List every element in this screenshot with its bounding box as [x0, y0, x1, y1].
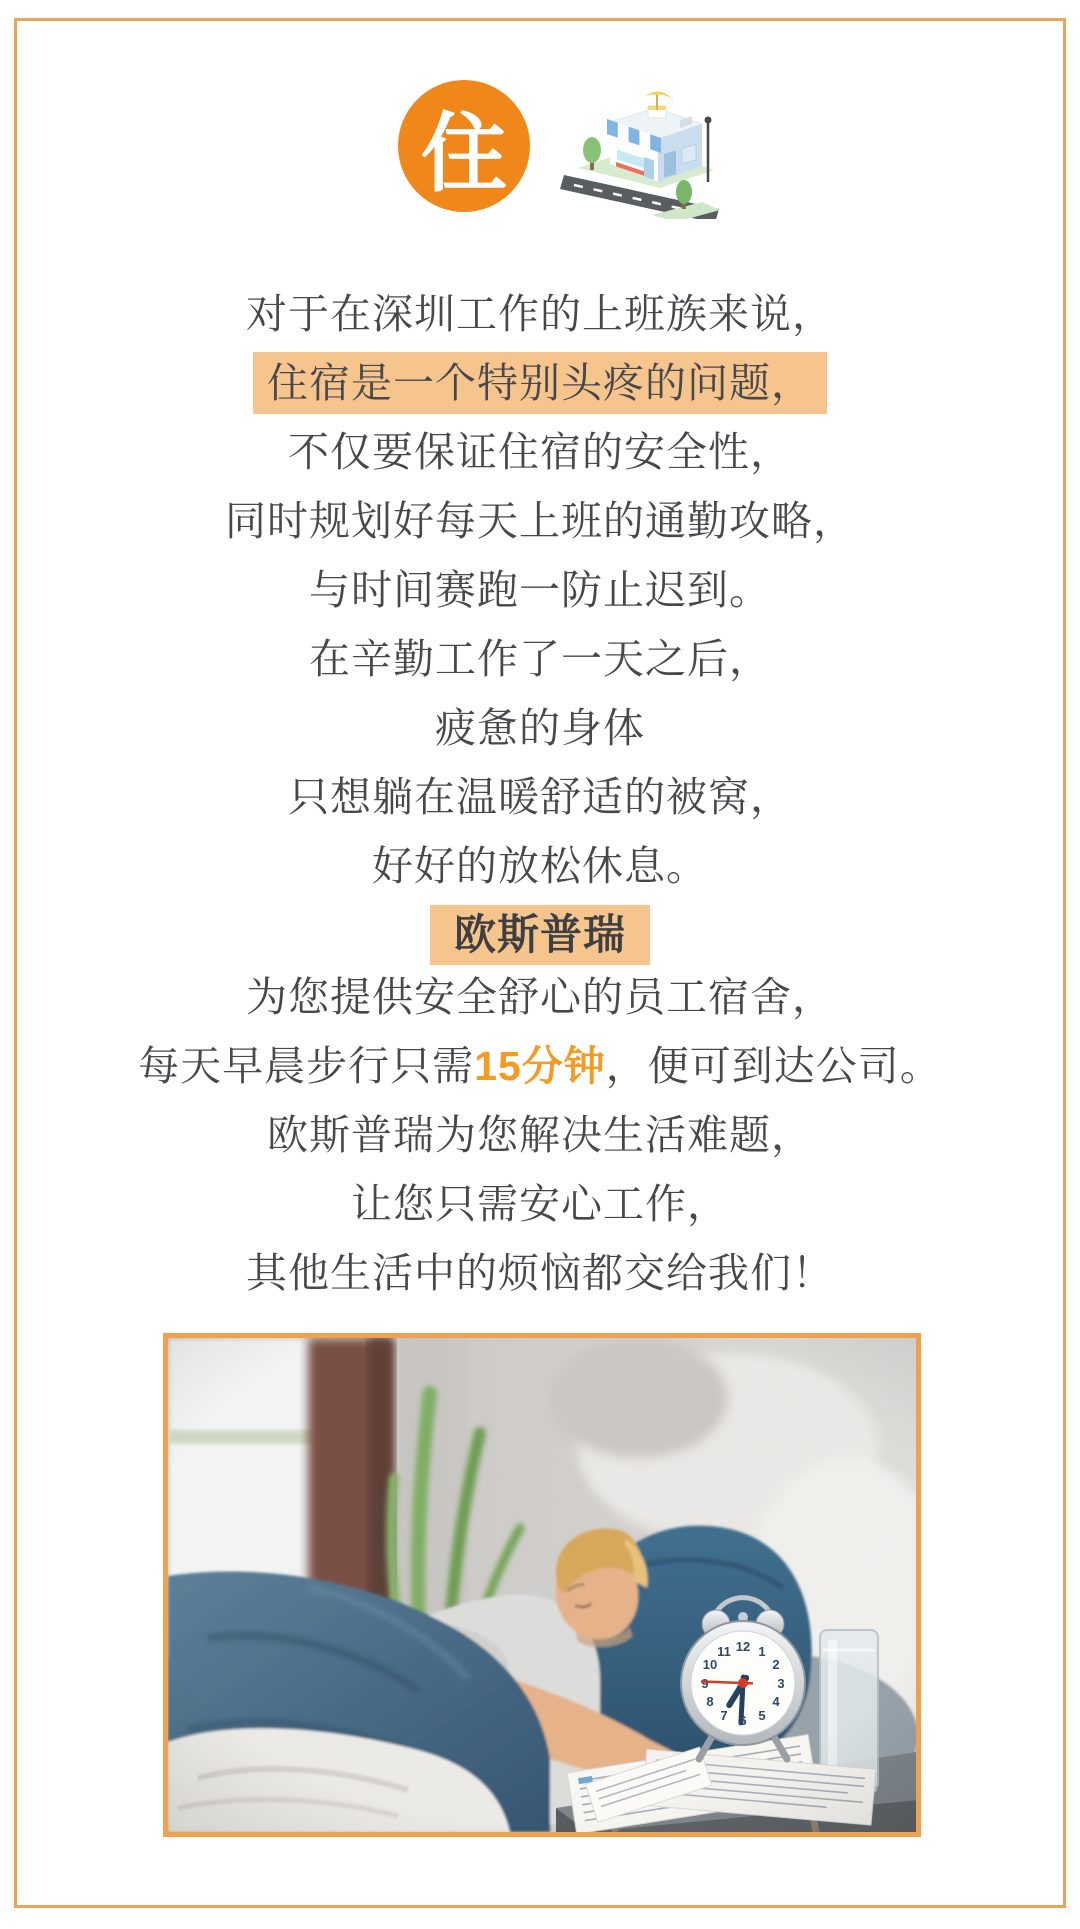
article-text	[0, 280, 1080, 1308]
vignette	[168, 1338, 916, 1832]
walk-prefix: 每天早晨步行只需	[138, 1043, 475, 1089]
intro-line-text: 在辛勤工作了一天之后，	[309, 636, 771, 682]
building-icon	[552, 64, 722, 219]
intro-line	[0, 280, 1080, 349]
sleeping-scene	[168, 1338, 916, 1832]
walk-suffix: ，便可到达公司。	[605, 1043, 942, 1089]
building-illustration	[552, 64, 722, 219]
brand-row	[0, 901, 1080, 963]
intro-line	[0, 556, 1080, 625]
pitch-line	[0, 963, 1080, 1032]
intro-line-text: 好好的放松休息。	[372, 843, 708, 889]
intro-line	[0, 625, 1080, 694]
intro-line	[0, 349, 1080, 418]
sleeping-man-photo	[163, 1333, 921, 1837]
brand-name-badge: 欧斯普瑞	[430, 905, 650, 965]
intro-line-text: 疲惫的身体	[435, 705, 645, 751]
intro-line-text: 同时规划好每天上班的通勤攻略，	[225, 498, 855, 544]
pitch-line	[0, 1239, 1080, 1308]
walk-minutes-accent: 15分钟	[474, 1043, 606, 1089]
pitch-line	[0, 1170, 1080, 1239]
intro-line-text: 不仅要保证住宿的安全性，	[288, 429, 792, 475]
intro-line-text: 只想躺在温暖舒适的被窝，	[288, 774, 792, 820]
pitch-line-text: 其他生活中的烦恼都交给我们！	[246, 1250, 834, 1296]
intro-line	[0, 487, 1080, 556]
intro-line-text: 对于在深圳工作的上班族来说，	[246, 291, 834, 337]
pitch-line-text: 让您只需安心工作，	[351, 1181, 729, 1227]
intro-line	[0, 763, 1080, 832]
accommodation-badge-icon	[398, 80, 530, 212]
highlighted-text: 住宿是一个特别头疼的问题，	[253, 352, 827, 414]
intro-line	[0, 418, 1080, 487]
walk-line	[0, 1032, 1080, 1101]
intro-line	[0, 694, 1080, 763]
pitch-line-text: 欧斯普瑞为您解决生活难题，	[267, 1112, 813, 1158]
pitch-line-text: 为您提供安全舒心的员工宿舍，	[246, 974, 834, 1020]
pitch-line	[0, 1101, 1080, 1170]
badge-char: 住	[421, 106, 507, 202]
intro-line	[0, 832, 1080, 901]
intro-line-text: 与时间赛跑一防止迟到。	[309, 567, 771, 613]
